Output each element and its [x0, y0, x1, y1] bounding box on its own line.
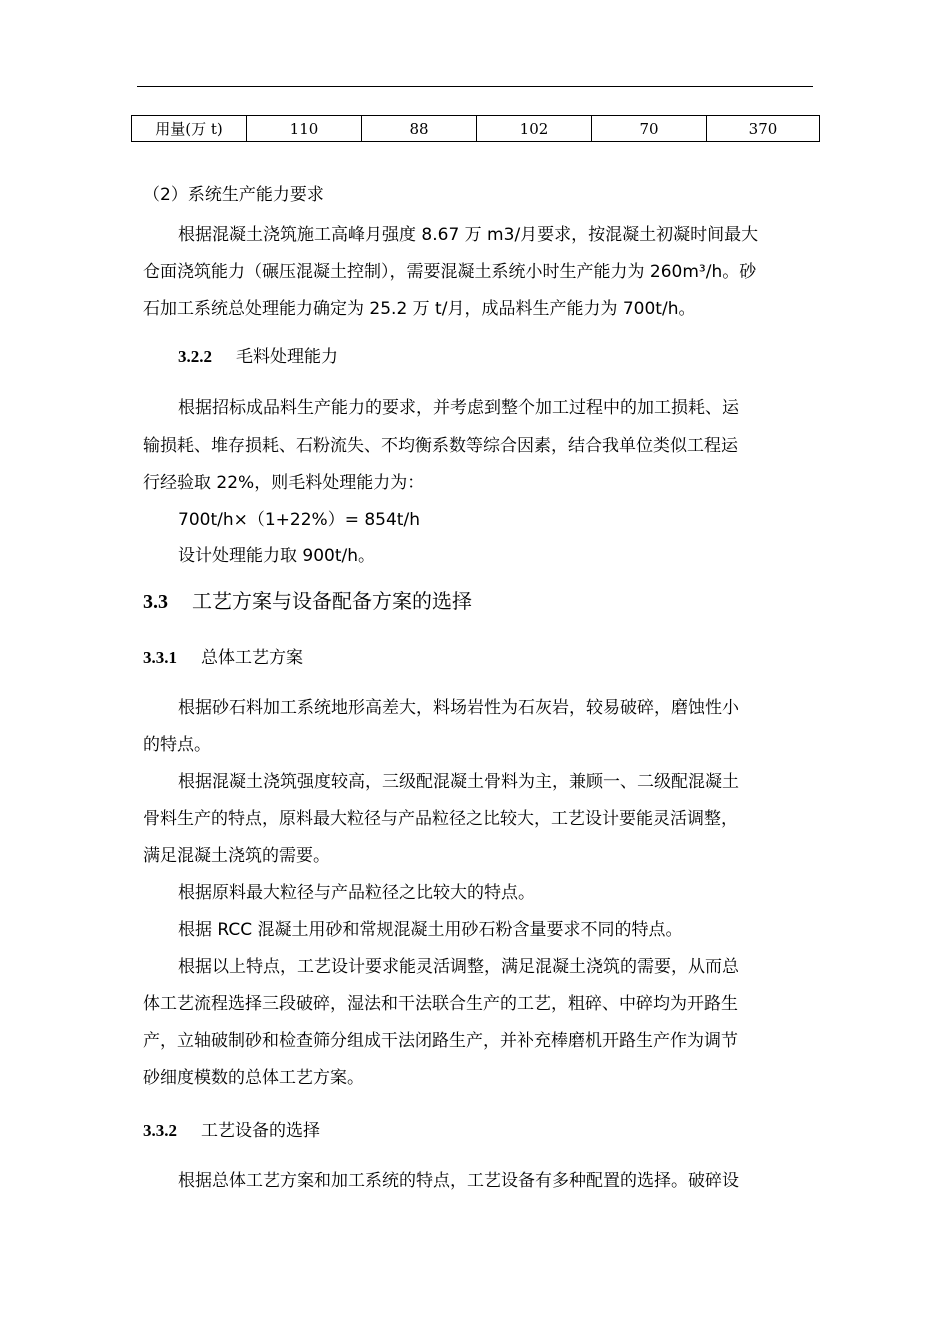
paragraph-line: 的特点。 — [143, 735, 211, 755]
table-row-label: 用量(万 t) — [132, 116, 247, 142]
formula-line: 700t/h×（1+22%）= 854t/h — [178, 510, 420, 530]
paragraph-line: 根据混凝土浇筑强度较高，三级配混凝土骨料为主，兼顾一、二级配混凝土 — [178, 772, 739, 792]
table-cell: 370 — [707, 116, 820, 142]
paragraph-line: 产，立轴破制砂和检查筛分组成干法闭路生产，并补充棒磨机开路生产作为调节 — [143, 1031, 738, 1051]
heading-title: 总体工艺方案 — [201, 648, 303, 668]
paragraph-line: 输损耗、堆存损耗、石粉流失、不均衡系数等综合因素，结合我单位类似工程运 — [143, 436, 738, 456]
heading-number: 3.3 — [143, 591, 168, 613]
heading-3-3-2 — [143, 1121, 320, 1141]
paragraph-line: 砂细度模数的总体工艺方案。 — [143, 1068, 364, 1088]
heading-title: 工艺方案与设备配备方案的选择 — [192, 589, 472, 613]
table-cell: 110 — [247, 116, 362, 142]
table-cell: 70 — [592, 116, 707, 142]
paragraph-line: 根据总体工艺方案和加工系统的特点，工艺设备有多种配置的选择。破碎设 — [178, 1171, 739, 1191]
heading-number: 3.3.2 — [143, 1121, 177, 1140]
paragraph-line: 骨料生产的特点，原料最大粒径与产品粒径之比较大，工艺设计要能灵活调整， — [143, 809, 738, 829]
paragraph-line: 根据混凝土浇筑施工高峰月强度 8.67 万 m3/月要求，按混凝土初凝时间最大 — [178, 225, 759, 245]
paragraph-line: 仓面浇筑能力（碾压混凝土控制），需要混凝土系统小时生产能力为 260m³/h。砂 — [143, 262, 757, 282]
paragraph-line: 根据原料最大粒径与产品粒径之比较大的特点。 — [178, 883, 535, 903]
paragraph-line: 行经验取 22%，则毛料处理能力为： — [143, 473, 425, 493]
table-row — [132, 116, 820, 142]
heading-title: 工艺设备的选择 — [201, 1121, 320, 1141]
heading-number: 3.2.2 — [178, 347, 212, 366]
section-title: （2）系统生产能力要求 — [143, 185, 324, 205]
paragraph-line: 根据砂石料加工系统地形高差大，料场岩性为石灰岩，较易破碎，磨蚀性小 — [178, 698, 739, 718]
paragraph-line: 满足混凝土浇筑的需要。 — [143, 846, 330, 866]
table-cell: 102 — [477, 116, 592, 142]
header-rule — [137, 86, 813, 87]
paragraph-line: 石加工系统总处理能力确定为 25.2 万 t/月，成品料生产能力为 700t/h。 — [143, 299, 696, 319]
paragraph-line: 体工艺流程选择三段破碎，湿法和干法联合生产的工艺，粗碎、中碎均为开路生 — [143, 994, 738, 1014]
paragraph-line: 设计处理能力取 900t/h。 — [178, 546, 376, 566]
heading-3-2-2 — [178, 347, 338, 367]
heading-3-3-1 — [143, 648, 303, 668]
heading-title: 毛料处理能力 — [236, 347, 338, 367]
paragraph-line: 根据以上特点，工艺设计要求能灵活调整，满足混凝土浇筑的需要，从而总 — [178, 957, 739, 977]
usage-table — [131, 115, 820, 142]
heading-3-3 — [143, 589, 472, 614]
paragraph-line: 根据 RCC 混凝土用砂和常规混凝土用砂石粉含量要求不同的特点。 — [178, 920, 683, 940]
heading-number: 3.3.1 — [143, 648, 177, 667]
table-cell: 88 — [362, 116, 477, 142]
paragraph-line: 根据招标成品料生产能力的要求，并考虑到整个加工过程中的加工损耗、运 — [178, 398, 739, 418]
